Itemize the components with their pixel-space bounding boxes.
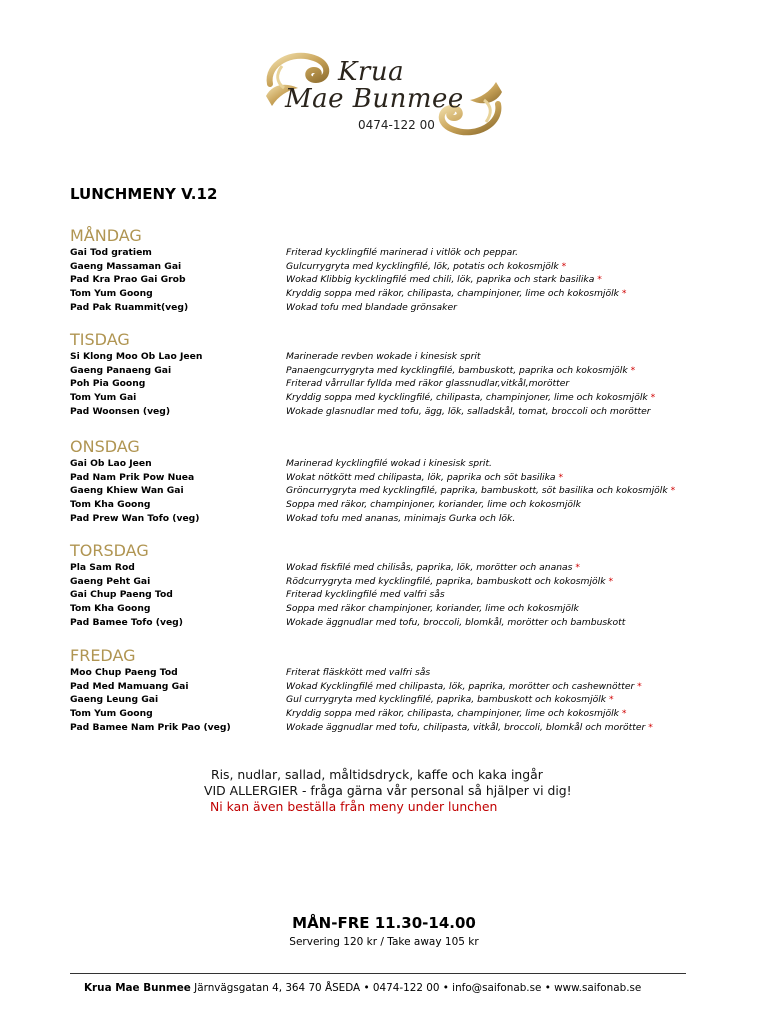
dish-name: Tom Kha Goong bbox=[70, 603, 151, 615]
menu-item bbox=[70, 707, 750, 721]
allergy-marker: * bbox=[670, 485, 676, 497]
dish-description: Friterat fläskkött med valfri sås bbox=[286, 667, 431, 678]
allergy-marker: * bbox=[621, 288, 627, 300]
dish-description: Marinerade revben wokade i kinesisk sprit bbox=[286, 351, 481, 362]
day-section-torsdag bbox=[70, 541, 750, 629]
order-note: Ni kan även beställa från meny under lunchen bbox=[210, 799, 498, 814]
day-heading: TISDAG bbox=[70, 330, 130, 349]
dish-name: Tom Yum Goong bbox=[70, 708, 153, 720]
menu-item bbox=[70, 575, 750, 589]
menu-item bbox=[70, 246, 750, 260]
allergy-marker: * bbox=[630, 364, 636, 376]
dish-description: Wokade äggnudlar med tofu, chilipasta, vitkål, broccoli, blomkål och morötter * bbox=[286, 721, 653, 733]
dish-name: Tom Yum Gai bbox=[70, 392, 137, 404]
dish-description: Wokad tofu med blandade grönsaker bbox=[286, 301, 457, 313]
allergy-marker: * bbox=[608, 575, 614, 587]
dish-name: Pad Bamee Nam Prik Pao (veg) bbox=[70, 721, 231, 733]
price-info: Servering 120 kr / Take away 105 kr bbox=[289, 936, 479, 948]
menu-item bbox=[70, 498, 750, 512]
day-heading: ONSDAG bbox=[70, 437, 140, 456]
dish-description: Kryddig soppa med räkor, chilipasta, champinjoner, lime och kokosmjölk * bbox=[286, 288, 627, 300]
logo-name-line1: Krua bbox=[338, 57, 405, 87]
opening-hours: MÅN-FRE 11.30-14.00 bbox=[292, 914, 476, 932]
dish-name: Gaeng Peht Gai bbox=[70, 575, 151, 587]
menu-item bbox=[70, 602, 750, 616]
dish-description: Gul currygryta med kycklingfilé, paprika, bambuskott och kokosmjölk * bbox=[286, 694, 614, 706]
menu-item bbox=[70, 457, 750, 471]
dish-name: Pad Nam Prik Pow Nuea bbox=[70, 471, 195, 483]
menu-item bbox=[70, 721, 750, 735]
dish-name: Gaeng Massaman Gai bbox=[70, 260, 182, 272]
day-section-mandag bbox=[70, 226, 750, 314]
logo-name-line2: Mae Bunmee bbox=[285, 84, 464, 114]
dish-name: Tom Kha Goong bbox=[70, 499, 151, 511]
dish-name: Moo Chup Paeng Tod bbox=[70, 667, 178, 678]
dish-description: Friterad kycklingfilé med valfri sås bbox=[286, 589, 445, 601]
dish-description: Soppa med räkor champinjoner, koriander, lime och kokosmjölk bbox=[286, 603, 579, 615]
dish-name: Gaeng Panaeng Gai bbox=[70, 364, 172, 376]
included-note: Ris, nudlar, sallad, måltidsdryck, kaffe och kaka ingår bbox=[211, 767, 543, 782]
day-heading: TORSDAG bbox=[70, 541, 149, 560]
allergy-marker: * bbox=[621, 708, 627, 720]
menu-item bbox=[70, 260, 750, 274]
dish-name: Gai Ob Lao Jeen bbox=[70, 458, 152, 469]
menu-item bbox=[70, 287, 750, 301]
allergy-marker: * bbox=[575, 562, 580, 573]
allergy-marker: * bbox=[637, 680, 642, 692]
dish-description: Friterad vårrullar fyllda med räkor glassnudlar,vitkål,morötter bbox=[286, 378, 570, 390]
day-section-tisdag bbox=[70, 330, 750, 418]
day-heading: FREDAG bbox=[70, 646, 136, 665]
footer-restaurant-name: Krua Mae Bunmee bbox=[84, 982, 191, 994]
dish-name: Pad Kra Prao Gai Grob bbox=[70, 274, 186, 286]
menu-title: LUNCHMENY V.12 bbox=[70, 185, 218, 203]
dish-name: Pad Prew Wan Tofo (veg) bbox=[70, 512, 200, 524]
day-section-fredag bbox=[70, 646, 750, 734]
dish-description: Kryddig soppa med räkor, chilipasta, champinjoner, lime och kokosmjölk * bbox=[286, 708, 627, 720]
menu-item bbox=[70, 301, 750, 315]
dish-description: Wokade äggnudlar med tofu, broccoli, blomkål, morötter och bambuskott bbox=[286, 616, 626, 628]
dish-description: Kryddig soppa med kycklingfilé, chilipasta, champinjoner, lime och kokosmjölk * bbox=[286, 392, 656, 404]
menu-item bbox=[70, 350, 750, 364]
dish-name: Pad Bamee Tofo (veg) bbox=[70, 616, 183, 628]
menu-item bbox=[70, 666, 750, 680]
dish-name: Gaeng Khiew Wan Gai bbox=[70, 485, 184, 497]
menu-item bbox=[70, 471, 750, 485]
menu-item bbox=[70, 616, 750, 630]
menu-item bbox=[70, 391, 750, 405]
dish-name: Pla Sam Rod bbox=[70, 562, 135, 573]
dish-description: Wokad tofu med ananas, minimajs Gurka och lök. bbox=[286, 512, 516, 524]
dish-description: Wokad Kycklingfilé med chilipasta, lök, paprika, morötter och cashewnötter * bbox=[286, 680, 642, 692]
menu-item bbox=[70, 512, 750, 526]
menu-item bbox=[70, 364, 750, 378]
allergy-marker: * bbox=[650, 392, 656, 404]
footer-contact: Järnvägsgatan 4, 364 70 ÅSEDA • 0474-122 00 • info@saifonab.se • www.saifonab.se bbox=[194, 982, 642, 994]
allergy-marker: * bbox=[597, 274, 602, 286]
dish-name: Pad Woonsen (veg) bbox=[70, 405, 171, 417]
dish-description: Marinerad kycklingfilé wokad i kinesisk sprit. bbox=[286, 458, 492, 469]
dish-name: Pad Med Mamuang Gai bbox=[70, 680, 189, 692]
menu-item bbox=[70, 561, 750, 575]
restaurant-logo bbox=[262, 44, 504, 144]
allergy-marker: * bbox=[558, 471, 564, 483]
dish-description: Gröncurrygryta med kycklingfilé, paprika, bambuskott, söt basilika och kokosmjölk * bbox=[286, 485, 676, 497]
dish-name: Pad Pak Ruammit(veg) bbox=[70, 301, 189, 313]
allergy-note: VID ALLERGIER - fråga gärna vår personal så hjälper vi dig! bbox=[204, 783, 572, 798]
menu-item bbox=[70, 693, 750, 707]
logo-phone: 0474-122 00 bbox=[358, 118, 435, 132]
dish-name: Gaeng Leung Gai bbox=[70, 694, 159, 706]
dish-name: Tom Yum Goong bbox=[70, 288, 153, 300]
dish-description: Wokat nötkött med chilipasta, lök, paprika och söt basilika * bbox=[286, 471, 564, 483]
dish-description: Soppa med räkor, champinjoner, koriander, lime och kokosmjölk bbox=[286, 499, 581, 511]
dish-description: Rödcurrygryta med kycklingfilé, paprika, bambuskott och kokosmjölk * bbox=[286, 575, 614, 587]
menu-item bbox=[70, 377, 750, 391]
day-section-onsdag bbox=[70, 437, 750, 525]
dish-description: Friterad kycklingfilé marinerad i vitlök och peppar. bbox=[286, 247, 519, 258]
allergy-marker: * bbox=[648, 721, 653, 733]
day-heading: MÅNDAG bbox=[70, 226, 142, 245]
dish-name: Gai Tod gratiem bbox=[70, 247, 152, 258]
footer-divider bbox=[70, 973, 686, 974]
menu-item bbox=[70, 680, 750, 694]
menu-item bbox=[70, 484, 750, 498]
menu-item bbox=[70, 273, 750, 287]
footer bbox=[84, 982, 641, 994]
dish-description: Panaengcurrygryta med kycklingfilé, bambuskott, paprika och kokosmjölk * bbox=[286, 364, 636, 376]
dish-description: Wokad fiskfilé med chilisås, paprika, lök, morötter och ananas * bbox=[286, 562, 580, 573]
menu-item bbox=[70, 588, 750, 602]
allergy-marker: * bbox=[561, 260, 567, 272]
dish-name: Si Klong Moo Ob Lao Jeen bbox=[70, 351, 203, 362]
dish-description: Wokade glasnudlar med tofu, ägg, lök, salladskål, tomat, broccoli och morötter bbox=[286, 405, 651, 417]
dish-description: Wokad Klibbig kycklingfilé med chili, lök, paprika och stark basilika * bbox=[286, 274, 602, 286]
menu-item bbox=[70, 405, 750, 419]
dish-name: Poh Pia Goong bbox=[70, 378, 146, 390]
dish-description: Gulcurrygryta med kycklingfilé, lök, potatis och kokosmjölk * bbox=[286, 260, 567, 272]
dish-name: Gai Chup Paeng Tod bbox=[70, 589, 173, 601]
allergy-marker: * bbox=[609, 694, 614, 706]
